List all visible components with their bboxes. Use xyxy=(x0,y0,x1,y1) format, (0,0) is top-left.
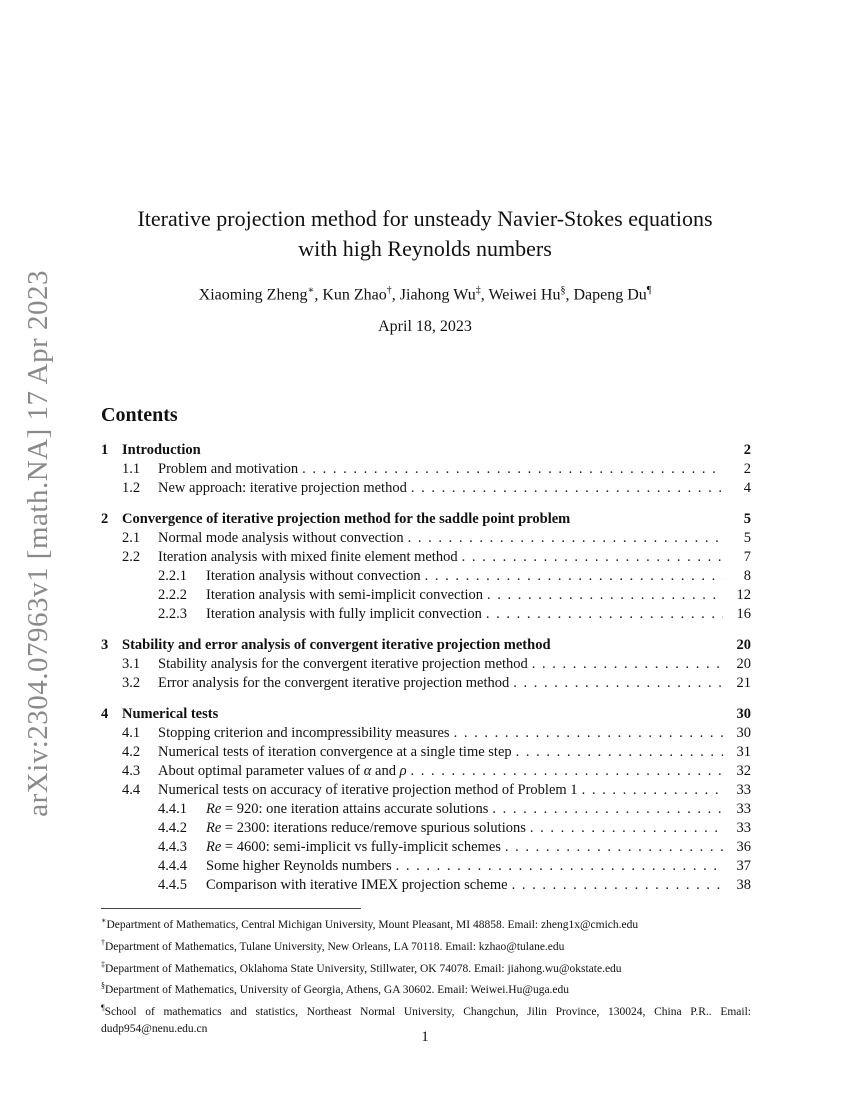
footnote-text: Department of Mathematics, Tulane University, New Orleans, LA 70118. Email: kzhao@tulane.edu xyxy=(105,940,565,953)
paper-date: April 18, 2023 xyxy=(378,318,472,335)
toc-leader-dots xyxy=(411,762,723,781)
footnote xyxy=(101,934,751,956)
toc-leader-dots xyxy=(454,724,723,743)
toc-entry[interactable] xyxy=(101,460,751,479)
toc-page: 5 xyxy=(743,511,751,527)
footnote-mark: ∗ xyxy=(101,916,107,925)
toc-entry[interactable] xyxy=(101,819,751,838)
toc-label: Some higher Reynolds numbers xyxy=(206,857,396,876)
author: Dapeng Du xyxy=(573,286,647,304)
author-mark[interactable]: ¶ xyxy=(646,285,652,296)
toc-label: Stability and error analysis of convergent iterative projection method xyxy=(122,636,555,655)
toc-entry[interactable] xyxy=(101,838,751,857)
toc-page: 2 xyxy=(743,461,751,477)
toc-number: 1 xyxy=(101,442,109,458)
toc-entry[interactable] xyxy=(101,605,751,624)
toc-entry[interactable] xyxy=(101,586,751,605)
page-number: 1 xyxy=(421,1029,429,1045)
toc-number: 4.4 xyxy=(122,782,141,798)
toc-number: 2.2 xyxy=(122,549,141,565)
toc-page: 20 xyxy=(736,637,751,653)
toc-number: 4.4.2 xyxy=(158,820,187,836)
toc-number: 4.3 xyxy=(122,763,141,779)
author-mark[interactable]: § xyxy=(560,285,566,296)
toc-page: 33 xyxy=(736,801,751,817)
toc-page: 32 xyxy=(736,763,751,779)
toc-number: 4.4.5 xyxy=(158,877,187,893)
toc-number: 4 xyxy=(101,706,109,722)
toc-label: Numerical tests on accuracy of iterative projection method of Problem 1 xyxy=(158,781,582,800)
toc-number: 2.2.1 xyxy=(158,568,187,584)
toc-entry[interactable] xyxy=(101,876,751,895)
title-line-1: Iterative projection method for unsteady Navier-Stokes equations xyxy=(137,206,713,231)
toc-leader-dots xyxy=(411,479,723,498)
toc-entry[interactable] xyxy=(101,441,751,460)
toc-leader-dots xyxy=(513,674,723,693)
footnotes xyxy=(101,912,751,1038)
toc-number: 1.1 xyxy=(122,461,141,477)
toc-label: Comparison with iterative IMEX projection scheme xyxy=(206,876,512,895)
toc-number: 4.4.1 xyxy=(158,801,187,817)
toc-number: 2.2.2 xyxy=(158,587,187,603)
footnote-mark: § xyxy=(101,981,105,991)
footnote xyxy=(101,956,751,978)
toc-number: 4.2 xyxy=(122,744,141,760)
toc-leader-dots xyxy=(425,567,723,586)
toc-page: 21 xyxy=(736,675,751,691)
author: Xiaoming Zheng xyxy=(198,286,308,304)
author: Kun Zhao xyxy=(322,286,387,304)
footnote-text: School of mathematics and statistics, Northeast Normal University, Changchun, Jilin Province, 130024, China P.R.. Email: dudp954@nenu.edu.cn xyxy=(101,1006,751,1036)
toc-page: 8 xyxy=(743,568,751,584)
toc-leader-dots xyxy=(486,605,723,624)
toc-number: 1.2 xyxy=(122,480,141,496)
contents-heading: Contents xyxy=(101,404,178,426)
toc-entry[interactable] xyxy=(101,800,751,819)
toc-label: Normal mode analysis without convection xyxy=(158,529,408,548)
toc-label: Iteration analysis without convection xyxy=(206,567,425,586)
table-of-contents xyxy=(101,441,751,895)
toc-number: 4.4.3 xyxy=(158,839,187,855)
toc-label: Error analysis for the convergent iterative projection method xyxy=(158,674,513,693)
toc-number: 3.2 xyxy=(122,675,141,691)
title-line-2: with high Reynolds numbers xyxy=(298,236,552,261)
footnote-rule xyxy=(101,908,361,909)
toc-leader-dots xyxy=(582,781,723,800)
toc-leader-dots xyxy=(505,838,723,857)
toc-number: 4.1 xyxy=(122,725,141,741)
toc-label: Numerical tests xyxy=(122,705,222,724)
toc-page: 7 xyxy=(743,549,751,565)
toc-entry[interactable] xyxy=(101,724,751,743)
author-mark[interactable]: ∗ xyxy=(307,285,315,296)
toc-entry[interactable] xyxy=(101,743,751,762)
toc-page: 38 xyxy=(736,877,751,893)
toc-page: 20 xyxy=(736,656,751,672)
toc-label: Iteration analysis with mixed finite element method xyxy=(158,548,462,567)
toc-entry[interactable] xyxy=(101,636,751,655)
footnote-text: Department of Mathematics, Oklahoma State University, Stillwater, OK 74078. Email: jiahong.wu@okstate.edu xyxy=(105,962,622,975)
toc-number: 3 xyxy=(101,637,109,653)
author-mark[interactable]: ‡ xyxy=(475,285,481,296)
toc-page: 16 xyxy=(736,606,751,622)
toc-label: Re = 920: one iteration attains accurate solutions xyxy=(206,800,492,819)
toc-entry[interactable] xyxy=(101,567,751,586)
toc-page: 30 xyxy=(736,725,751,741)
toc-leader-dots xyxy=(408,529,723,548)
toc-number: 2.1 xyxy=(122,530,141,546)
toc-leader-dots xyxy=(462,548,723,567)
toc-entry[interactable] xyxy=(101,762,751,781)
author-mark[interactable]: † xyxy=(386,285,392,296)
footnote-mark: ¶ xyxy=(101,1003,105,1013)
toc-leader-dots xyxy=(530,819,723,838)
toc-entry[interactable] xyxy=(101,674,751,693)
toc-entry[interactable] xyxy=(101,529,751,548)
toc-leader-dots xyxy=(532,655,723,674)
toc-page: 33 xyxy=(736,782,751,798)
toc-entry[interactable] xyxy=(101,510,751,529)
toc-label: Stopping criterion and incompressibility measures xyxy=(158,724,454,743)
toc-label: About optimal parameter values of α and ρ xyxy=(158,762,411,781)
footnote-mark: † xyxy=(101,937,105,947)
toc-label: Stability analysis for the convergent iterative projection method xyxy=(158,655,532,674)
toc-label: Re = 4600: semi-implicit vs fully-implicit schemes xyxy=(206,838,505,857)
toc-page: 30 xyxy=(736,706,751,722)
toc-leader-dots xyxy=(487,586,723,605)
toc-page: 5 xyxy=(743,530,751,546)
toc-leader-dots xyxy=(492,800,723,819)
toc-label: Iteration analysis with fully implicit convection xyxy=(206,605,486,624)
toc-label: Problem and motivation xyxy=(158,460,302,479)
toc-entry[interactable] xyxy=(101,548,751,567)
footnote-text: Department of Mathematics, University of Georgia, Athens, GA 30602. Email: Weiwei.Hu@uga.edu xyxy=(105,984,570,997)
toc-number: 4.4.4 xyxy=(158,858,187,874)
toc-entry[interactable] xyxy=(101,655,751,674)
toc-page: 2 xyxy=(743,442,751,458)
toc-page: 12 xyxy=(736,587,751,603)
toc-label: Re = 2300: iterations reduce/remove spurious solutions xyxy=(206,819,530,838)
toc-leader-dots xyxy=(396,857,723,876)
toc-leader-dots xyxy=(512,876,723,895)
toc-number: 2 xyxy=(101,511,109,527)
toc-label: Numerical tests of iteration convergence at a single time step xyxy=(158,743,516,762)
toc-number: 2.2.3 xyxy=(158,606,187,622)
toc-entry[interactable] xyxy=(101,479,751,498)
toc-label: Iteration analysis with semi-implicit convection xyxy=(206,586,487,605)
toc-page: 4 xyxy=(743,480,751,496)
toc-entry[interactable] xyxy=(101,781,751,800)
toc-entry[interactable] xyxy=(101,705,751,724)
toc-page: 31 xyxy=(736,744,751,760)
toc-label: Convergence of iterative projection method for the saddle point problem xyxy=(122,510,574,529)
author: Jiahong Wu xyxy=(399,286,476,304)
footnote-mark: ‡ xyxy=(101,959,105,969)
toc-entry[interactable] xyxy=(101,857,751,876)
toc-label: New approach: iterative projection method xyxy=(158,479,411,498)
author: Weiwei Hu xyxy=(488,286,561,304)
toc-page: 37 xyxy=(736,858,751,874)
footnote xyxy=(101,977,751,999)
arxiv-watermark: arXiv:2304.07963v1 [math.NA] 17 Apr 2023 xyxy=(22,270,54,817)
paper-title xyxy=(80,204,770,264)
toc-leader-dots xyxy=(302,460,723,479)
toc-label: Introduction xyxy=(122,441,205,460)
footnote xyxy=(101,912,751,934)
toc-page: 36 xyxy=(736,839,751,855)
toc-leader-dots xyxy=(516,743,723,762)
author-list: Xiaoming Zheng∗, Kun Zhao†, Jiahong Wu‡, Weiwei Hu§, Dapeng Du¶ xyxy=(198,285,652,304)
footnote-text: Department of Mathematics, Central Michigan University, Mount Pleasant, MI 48858. Email: zheng1x@cmich.edu xyxy=(106,918,639,931)
toc-page: 33 xyxy=(736,820,751,836)
toc-number: 3.1 xyxy=(122,656,141,672)
